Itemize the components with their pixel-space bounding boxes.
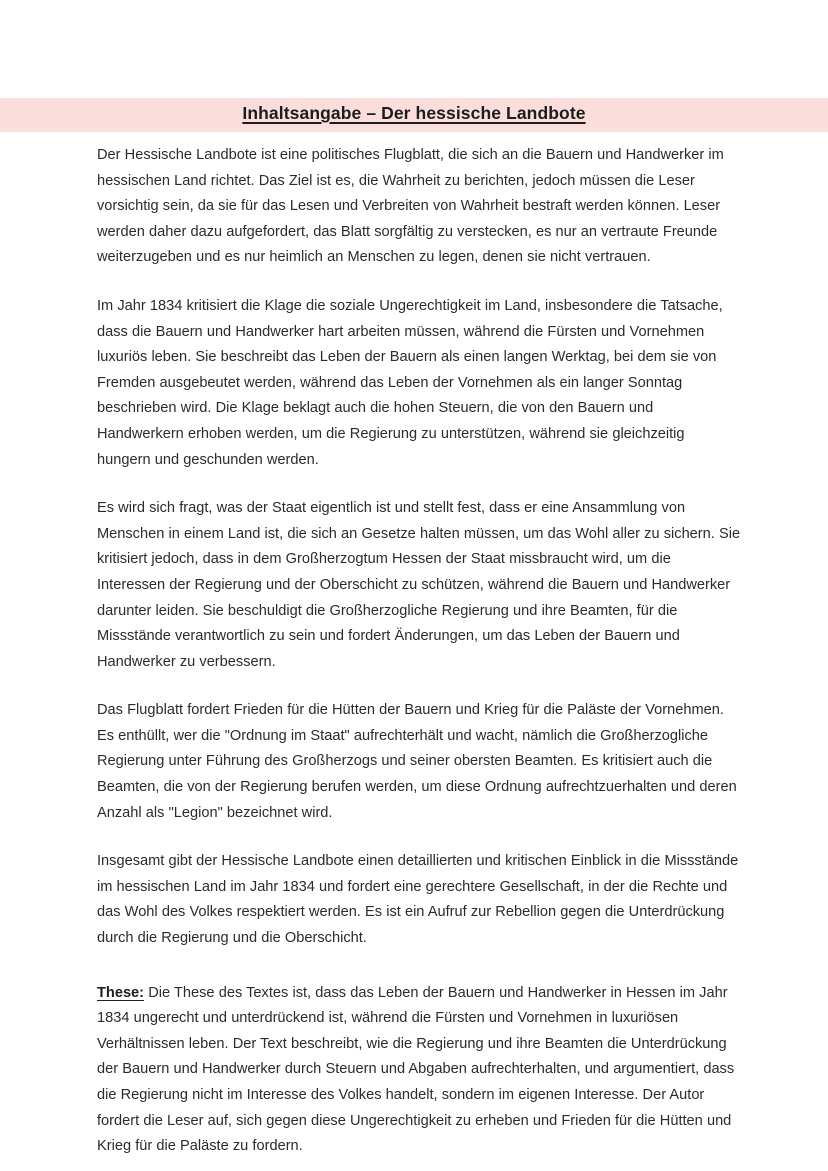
thesis-paragraph [97,981,742,1160]
thesis-label: These: [97,984,145,1001]
paragraph-4: Das Flugblatt fordert Frieden für die Hütten der Bauern und Krieg für die Paläste der Vornehmen. Es enthüllt, wer die "Ordnung im Staat" aufrechterhält und wacht, nämlich die Großherzogliche Regierung unter Führung des Großherzogs und seiner obersten Beamten. Es kritisiert auch die Beamten, die von der Regierung berufen werden, um diese Ordnung aufrechtzuerhalten und deren Anzahl als "Legion" bezeichnet wird. [97,702,737,821]
paragraph-2: Im Jahr 1834 kritisiert die Klage die soziale Ungerechtigkeit im Land, insbesondere die Tatsache, dass die Bauern und Handwerker hart arbeiten müssen, während die Fürsten und Vornehmen luxuriös leben. Sie beschreibt das Leben der Bauern als einen langen Werktag, bei dem sie von Fremden ausgebeutet werden, während das Leben der Vornehmen als ein langer Sonntag beschrieben wird. Die Klage beklagt auch die hohen Steuern, die von den Bauern und Handwerkern erhoben werden, um die Regierung zu unterstützen, während sie gleichzeitig hungern und geschunden werden. [97,297,723,468]
title-highlight-band [0,98,828,132]
document-body [97,143,742,1160]
page-title: Inhaltsangabe – Der hessische Landbote [242,103,586,123]
paragraph-5: Insgesamt gibt der Hessische Landbote einen detaillierten und kritischen Einblick in die Missstände im hessischen Land im Jahr 1834 und fordert eine gerechtere Gesellschaft, in der die Rechte und das Wohl des Volkes respektiert werden. Es ist ein Aufruf zur Rebellion gegen die Unterdrückung durch die Regierung und die Oberschicht. [97,853,739,947]
paragraph-3: Es wird sich fragt, was der Staat eigentlich ist und stellt fest, dass er eine Ansammlung von Menschen in einem Land ist, die sich an Gesetze halten müssen, um das Wohl aller zu sichern. Sie kritisiert jedoch, dass in dem Großherzogtum Hessen der Staat missbraucht wird, um die Interessen der Regierung und der Oberschicht zu schützen, während die Bauern und Handwerker darunter leiden. Sie beschuldigt die Großherzogliche Regierung und ihre Beamten, für die Missstände verantwortlich zu sein und fordert Änderungen, um das Leben der Bauern und Handwerker zu verbessern. [97,500,741,670]
thesis-text: Die These des Textes ist, dass das Leben der Bauern und Handwerker in Hessen im Jahr 1834 ungerecht und unterdrückend ist, während die Fürsten und Vornehmen in luxuriösen Verhältnissen leben. Der Text beschreibt, wie die Regierung und ihre Beamten die Unterdrückung der Bauern und Handwerker durch Steuern und Abgaben aufrechterhalten, und argumentiert, dass die Regierung nicht im Interesse des Volkes handelt, sondern im eigenen Interesse. Der Autor fordert die Leser auf, sich gegen diese Ungerechtigkeit zu erheben und Frieden für die Hütten und Krieg für die Paläste zu fordern. [97,984,735,1155]
paragraph-1: Der Hessische Landbote ist eine politisches Flugblatt, die sich an die Bauern und Handwerker im hessischen Land richtet. Das Ziel ist es, die Wahrheit zu berichten, jedoch müssen die Leser vorsichtig sein, da sie für das Lesen und Verbreiten von Wahrheit bestraft werden können. Leser werden daher dazu aufgefordert, das Blatt sorgfältig zu verstecken, es nur an vertraute Freunde weiterzugeben und es nur heimlich an Menschen zu legen, denen sie nicht vertrauen. [97,147,724,266]
